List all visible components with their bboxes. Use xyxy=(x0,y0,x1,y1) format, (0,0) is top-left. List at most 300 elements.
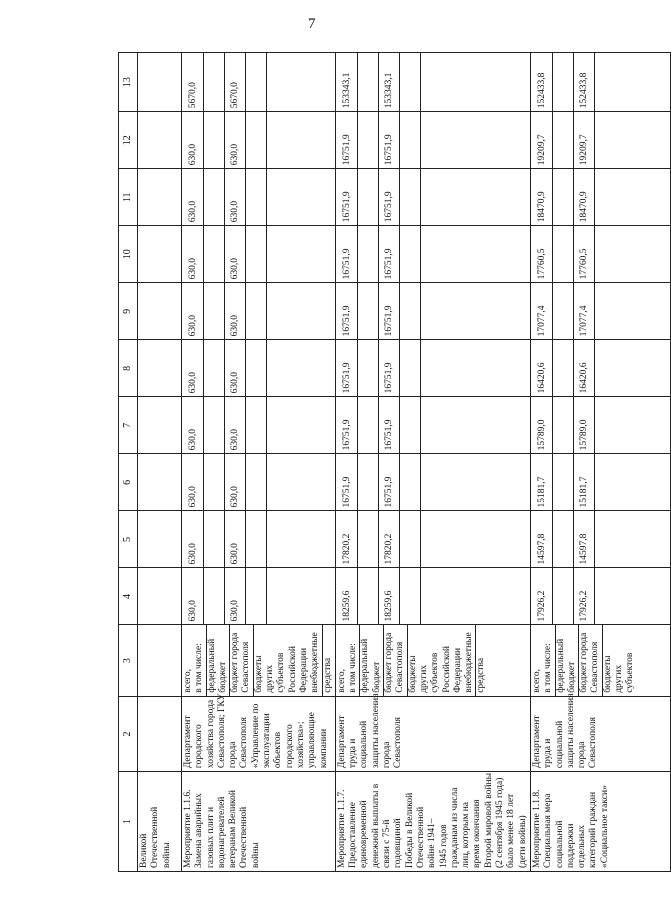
cell-value-col-13 xyxy=(182,53,336,112)
column-header: 12 xyxy=(119,112,138,169)
budget-table xyxy=(118,52,671,872)
cell-value: 17760,5 xyxy=(532,226,553,282)
cell-value xyxy=(139,283,159,339)
cell-value-col-6 xyxy=(530,454,670,511)
cell-text-line: Севастополя xyxy=(395,626,407,696)
cell-value: 19209,7 xyxy=(574,112,595,168)
cell-value xyxy=(553,454,574,510)
cell-value xyxy=(595,112,615,168)
cell-text-line: других xyxy=(418,664,429,693)
table-row xyxy=(182,53,336,872)
cell-text-line: компании xyxy=(318,728,329,769)
cell-value xyxy=(204,53,225,111)
cell-col1 xyxy=(138,772,182,872)
cell-text-line: Мероприятие 1.1.8. xyxy=(531,789,542,868)
cell-value xyxy=(400,397,421,453)
cell-value xyxy=(139,53,159,111)
cell-text-line: субъектов xyxy=(625,652,636,693)
cell-text-line: (2 сентября 1945 года) xyxy=(495,777,506,868)
cell-col3 xyxy=(335,625,530,696)
cell-text-line: Российской xyxy=(441,645,452,693)
cell-value: 14597,8 xyxy=(532,511,553,567)
cell-value-col-5 xyxy=(182,511,336,568)
cell-text-line: Специальная мера xyxy=(543,793,554,868)
cell-value: 16751,9 xyxy=(379,112,400,168)
cell-text-line: Севастополя xyxy=(590,626,602,696)
cell-text-line: средства xyxy=(322,657,333,693)
cell-text-line: социальной xyxy=(554,820,565,868)
cell-text-line: города xyxy=(228,741,239,769)
cell-text-line: федеральный xyxy=(555,638,566,693)
cell-text-line: защиты населения xyxy=(565,693,576,769)
cell-value xyxy=(246,340,267,396)
cell-value xyxy=(553,53,574,111)
cell-text-line: было менее 18 лет xyxy=(506,793,517,868)
cell-value xyxy=(139,397,159,453)
cell-text-line: Севастополя xyxy=(393,717,404,769)
cell-value: 17077,4 xyxy=(574,283,595,339)
column-header: 5 xyxy=(119,511,138,568)
cell-value xyxy=(595,226,615,282)
cell-value xyxy=(246,454,267,510)
cell-value-col-7 xyxy=(138,397,182,454)
cell-value-col-12 xyxy=(182,112,336,169)
cell-value: 630,0 xyxy=(225,169,246,225)
cell-text-line: федеральный xyxy=(206,638,217,693)
cell-text-line: бюджет xyxy=(372,626,384,696)
cell-text-line: бюджеты xyxy=(602,655,613,693)
cell-text-line: единовременной xyxy=(359,800,370,868)
header-row xyxy=(119,53,138,872)
cell-value-col-7 xyxy=(530,397,670,454)
cell-col3 xyxy=(182,625,336,696)
cell-value xyxy=(267,53,287,111)
cell-value xyxy=(553,283,574,339)
cell-value xyxy=(358,283,379,339)
cell-value xyxy=(204,568,225,624)
cell-value-col-10 xyxy=(530,226,670,283)
cell-value: 15789,0 xyxy=(574,397,595,453)
cell-value: 16751,9 xyxy=(337,283,358,339)
cell-value: 5670,0 xyxy=(183,53,204,111)
cell-value-col-4 xyxy=(182,568,336,625)
cell-value xyxy=(358,511,379,567)
cell-value: 630,0 xyxy=(225,112,246,168)
cell-text-line: «Управление по xyxy=(250,703,261,769)
cell-value xyxy=(267,511,287,567)
cell-value-col-6 xyxy=(138,454,182,511)
cell-text-line: других xyxy=(613,664,624,693)
cell-col2 xyxy=(138,696,182,771)
cell-text-line: в том числе: xyxy=(543,626,555,696)
column-header: 1 xyxy=(119,772,138,872)
cell-value xyxy=(267,169,287,225)
cell-value xyxy=(246,169,267,225)
cell-value-col-7 xyxy=(335,397,530,454)
cell-text-line: всего, xyxy=(531,669,542,693)
cell-value: 19209,7 xyxy=(532,112,553,168)
cell-value-col-5 xyxy=(335,511,530,568)
cell-value xyxy=(246,283,267,339)
table-row xyxy=(530,53,670,872)
cell-value: 630,0 xyxy=(183,112,204,168)
cell-value: 630,0 xyxy=(183,511,204,567)
cell-value xyxy=(246,568,267,624)
cell-text-line: связи с 75-й xyxy=(382,819,393,868)
cell-value xyxy=(139,511,159,567)
cell-text-line: годовщиной xyxy=(393,818,404,868)
cell-value xyxy=(267,226,287,282)
cell-value: 630,0 xyxy=(183,283,204,339)
cell-value xyxy=(421,340,441,396)
cell-value xyxy=(595,53,615,111)
cell-text-line: лиц, которым на xyxy=(461,801,472,868)
cell-value xyxy=(595,568,615,624)
cell-value xyxy=(595,511,615,567)
cell-value xyxy=(358,568,379,624)
cell-value-col-11 xyxy=(530,169,670,226)
cell-text-line: городского xyxy=(194,724,205,769)
cell-text-line: (дети войны) xyxy=(517,815,528,868)
cell-value xyxy=(421,454,441,510)
cell-text-line: Предоставление xyxy=(348,802,359,868)
cell-value-col-10 xyxy=(138,226,182,283)
cell-value xyxy=(595,454,615,510)
cell-value: 630,0 xyxy=(225,340,246,396)
cell-value xyxy=(421,169,441,225)
cell-value-col-12 xyxy=(335,112,530,169)
cell-text-line: других xyxy=(265,664,276,693)
cell-value: 17820,2 xyxy=(379,511,400,567)
cell-value xyxy=(421,568,441,624)
cell-text-line: Департамент xyxy=(336,715,347,769)
cell-text-line: Севастополя xyxy=(239,717,250,769)
cell-text-line: категорий граждан xyxy=(588,791,599,868)
cell-value: 16751,9 xyxy=(337,397,358,453)
cell-value xyxy=(358,397,379,453)
cell-value-col-8 xyxy=(530,340,670,397)
cell-value-col-4 xyxy=(335,568,530,625)
cell-text-line: в том числе: xyxy=(194,626,206,696)
cell-value: 16751,9 xyxy=(379,226,400,282)
cell-col3 xyxy=(138,625,182,696)
cell-value xyxy=(246,112,267,168)
column-header: 6 xyxy=(119,454,138,511)
cell-value: 630,0 xyxy=(225,283,246,339)
cell-value-col-13 xyxy=(138,53,182,112)
column-header: 7 xyxy=(119,397,138,454)
cell-text-line: управляющие xyxy=(307,712,318,769)
cell-text-line: бюджеты xyxy=(407,655,418,693)
cell-text-line: гражданам из числа xyxy=(449,787,460,868)
cell-text-line: «Социальное такси» xyxy=(599,785,610,868)
cell-value: 16751,9 xyxy=(379,397,400,453)
cell-value: 18259,6 xyxy=(337,568,358,624)
cell-value-col-12 xyxy=(530,112,670,169)
cell-value: 630,0 xyxy=(183,568,204,624)
cell-text-line: Победы в Великой xyxy=(404,792,415,868)
cell-value xyxy=(358,53,379,111)
column-header: 3 xyxy=(119,625,138,696)
cell-text-line: бюджеты xyxy=(253,655,264,693)
cell-value: 152433,8 xyxy=(532,53,553,111)
cell-value: 17760,5 xyxy=(574,226,595,282)
cell-value xyxy=(400,568,421,624)
cell-text-line: денежной выплаты в xyxy=(370,783,381,868)
cell-value xyxy=(204,112,225,168)
cell-value xyxy=(267,340,287,396)
cell-text-line: средства xyxy=(476,657,487,693)
cell-text-line: хозяйства города xyxy=(205,699,216,769)
cell-value: 17926,2 xyxy=(574,568,595,624)
cell-value: 16751,9 xyxy=(337,454,358,510)
cell-text-line: Федерации xyxy=(452,647,463,693)
cell-value: 18470,9 xyxy=(532,169,553,225)
cell-value xyxy=(400,454,421,510)
cell-value: 16751,9 xyxy=(379,454,400,510)
cell-value-col-4 xyxy=(138,568,182,625)
cell-value xyxy=(400,53,421,111)
cell-value: 16751,9 xyxy=(337,169,358,225)
cell-value-col-4 xyxy=(530,568,670,625)
cell-value: 14597,8 xyxy=(574,511,595,567)
cell-value xyxy=(400,511,421,567)
cell-text-line: объектов xyxy=(273,731,284,769)
cell-value xyxy=(358,169,379,225)
cell-value-col-6 xyxy=(182,454,336,511)
cell-value: 17820,2 xyxy=(337,511,358,567)
cell-value xyxy=(421,397,441,453)
cell-value-col-10 xyxy=(335,226,530,283)
cell-value xyxy=(358,112,379,168)
cell-value-col-8 xyxy=(138,340,182,397)
cell-text-line: бюджет xyxy=(218,626,230,696)
cell-text-line: Отечественной xyxy=(150,806,161,868)
cell-text-line: всего, xyxy=(183,669,193,693)
cell-value-col-5 xyxy=(530,511,670,568)
cell-text-line: бюджет xyxy=(567,626,579,696)
cell-value xyxy=(595,169,615,225)
cell-value xyxy=(400,112,421,168)
cell-value-col-9 xyxy=(182,283,336,340)
cell-value: 630,0 xyxy=(225,568,246,624)
column-header: 11 xyxy=(119,169,138,226)
cell-text-line: труда и xyxy=(348,738,359,769)
cell-value: 16751,9 xyxy=(337,226,358,282)
cell-value: 153343,1 xyxy=(379,53,400,111)
column-header: 9 xyxy=(119,283,138,340)
cell-value: 630,0 xyxy=(183,169,204,225)
cell-value: 18259,6 xyxy=(379,568,400,624)
cell-value xyxy=(358,454,379,510)
cell-value xyxy=(267,283,287,339)
table-body xyxy=(119,53,671,872)
column-header: 10 xyxy=(119,226,138,283)
cell-text-line: Отечественной xyxy=(415,806,426,868)
cell-value xyxy=(204,511,225,567)
page-number: 7 xyxy=(308,16,316,32)
cell-text-line: Второй мировой войны xyxy=(483,772,494,868)
cell-col1 xyxy=(530,772,670,872)
cell-value: 18470,9 xyxy=(574,169,595,225)
cell-text-line: города xyxy=(382,741,393,769)
column-header: 13 xyxy=(119,53,138,112)
cell-col1 xyxy=(335,772,530,872)
cell-value xyxy=(204,226,225,282)
cell-text-line: городского xyxy=(284,724,295,769)
cell-text-line: бюджет города xyxy=(579,632,590,693)
cell-value-col-8 xyxy=(182,340,336,397)
cell-value-col-8 xyxy=(335,340,530,397)
cell-col1 xyxy=(182,772,336,872)
cell-value xyxy=(267,568,287,624)
column-header: 2 xyxy=(119,696,138,771)
cell-text-line: отдельных xyxy=(577,825,588,868)
cell-value-col-6 xyxy=(335,454,530,511)
cell-value: 17077,4 xyxy=(532,283,553,339)
cell-value-col-13 xyxy=(530,53,670,112)
cell-value xyxy=(553,169,574,225)
cell-value: 16751,9 xyxy=(379,340,400,396)
cell-value xyxy=(246,226,267,282)
cell-value xyxy=(267,397,287,453)
cell-value xyxy=(400,340,421,396)
cell-col2 xyxy=(335,693,530,771)
cell-text-line: труда и xyxy=(543,738,554,769)
cell-value-col-13 xyxy=(335,53,530,112)
cell-value xyxy=(204,454,225,510)
cell-value: 630,0 xyxy=(225,226,246,282)
cell-value xyxy=(400,283,421,339)
cell-col2 xyxy=(530,693,670,771)
cell-text-line: федеральный xyxy=(360,638,371,693)
cell-text-line: хозяйства»; xyxy=(295,721,306,769)
cell-text-line: Севастополя; ГКУ xyxy=(216,693,227,769)
cell-value: 152433,8 xyxy=(574,53,595,111)
cell-value xyxy=(553,397,574,453)
cell-text-line: в том числе: xyxy=(348,626,360,696)
cell-value: 630,0 xyxy=(183,340,204,396)
cell-text-line: города xyxy=(577,741,588,769)
cell-text-line: социальной xyxy=(359,720,370,769)
cell-text-line: ветеранам Великой xyxy=(228,789,239,868)
cell-value xyxy=(421,112,441,168)
cell-value: 630,0 xyxy=(225,511,246,567)
cell-text-line: Севастополя xyxy=(588,717,599,769)
cell-text-line: эксплуатации xyxy=(262,713,273,769)
cell-value xyxy=(267,112,287,168)
cell-value xyxy=(400,226,421,282)
cell-text-line: Федерации xyxy=(298,647,309,693)
cell-value-col-9 xyxy=(138,283,182,340)
cell-value xyxy=(421,283,441,339)
cell-value: 16751,9 xyxy=(379,283,400,339)
cell-value xyxy=(139,226,159,282)
cell-text-line: время окончания xyxy=(472,799,483,868)
cell-value xyxy=(139,454,159,510)
cell-value-col-11 xyxy=(138,169,182,226)
cell-text-line: всего, xyxy=(336,669,347,693)
cell-value xyxy=(553,112,574,168)
cell-value xyxy=(246,53,267,111)
cell-value-col-12 xyxy=(138,112,182,169)
cell-text-line: войны xyxy=(250,842,261,868)
cell-value xyxy=(139,169,159,225)
cell-value xyxy=(246,511,267,567)
cell-text-line: войны xyxy=(161,842,172,868)
cell-text-line: Мероприятие 1.1.7. xyxy=(336,789,347,868)
cell-text-line: 1945 годов xyxy=(438,824,449,868)
cell-value xyxy=(595,340,615,396)
cell-text-line: Великой xyxy=(139,833,149,868)
cell-value xyxy=(139,112,159,168)
cell-value: 630,0 xyxy=(183,454,204,510)
cell-value-col-9 xyxy=(530,283,670,340)
cell-text-line: Севастополя xyxy=(241,626,253,696)
table-row xyxy=(138,53,182,872)
cell-value xyxy=(267,454,287,510)
cell-value xyxy=(204,397,225,453)
cell-col2 xyxy=(182,693,336,771)
cell-value: 630,0 xyxy=(225,397,246,453)
cell-value xyxy=(204,340,225,396)
cell-value xyxy=(139,568,159,624)
cell-value: 630,0 xyxy=(225,454,246,510)
rotated-table-wrapper xyxy=(118,52,636,872)
cell-text-line: субъектов xyxy=(276,652,287,693)
table-row xyxy=(335,53,530,872)
cell-text-line: субъектов xyxy=(430,652,441,693)
cell-value-col-7 xyxy=(182,397,336,454)
cell-value: 16420,6 xyxy=(532,340,553,396)
cell-value: 153343,1 xyxy=(337,53,358,111)
cell-value xyxy=(553,511,574,567)
cell-text-line: Мероприятие 1.1.6. xyxy=(183,789,193,868)
cell-value xyxy=(204,283,225,339)
cell-value-col-10 xyxy=(182,226,336,283)
cell-text-line: социальной xyxy=(554,720,565,769)
cell-value xyxy=(595,283,615,339)
cell-value-col-11 xyxy=(182,169,336,226)
cell-value: 16751,9 xyxy=(337,112,358,168)
cell-value xyxy=(553,568,574,624)
cell-value xyxy=(204,169,225,225)
cell-value-col-11 xyxy=(335,169,530,226)
cell-value: 630,0 xyxy=(183,226,204,282)
cell-text-line: Замена аварийных xyxy=(194,793,205,868)
column-header: 8 xyxy=(119,340,138,397)
cell-text-line: Департамент xyxy=(531,715,542,769)
cell-value xyxy=(421,511,441,567)
cell-value xyxy=(400,169,421,225)
cell-text-line: Департамент xyxy=(183,715,193,769)
cell-value: 16420,6 xyxy=(574,340,595,396)
column-header: 4 xyxy=(119,568,138,625)
cell-value xyxy=(553,340,574,396)
cell-value-col-5 xyxy=(138,511,182,568)
cell-value-col-9 xyxy=(335,283,530,340)
cell-value xyxy=(246,397,267,453)
cell-text-line: поддержки xyxy=(565,823,576,868)
cell-text-line: защиты населения xyxy=(370,693,381,769)
cell-value xyxy=(358,340,379,396)
cell-text-line: войне 1941– xyxy=(427,818,438,868)
cell-text-line: внебюджетные xyxy=(464,626,476,696)
cell-value xyxy=(553,226,574,282)
cell-value: 5670,0 xyxy=(225,53,246,111)
cell-value: 15181,7 xyxy=(532,454,553,510)
cell-text-line: Российской xyxy=(287,645,298,693)
